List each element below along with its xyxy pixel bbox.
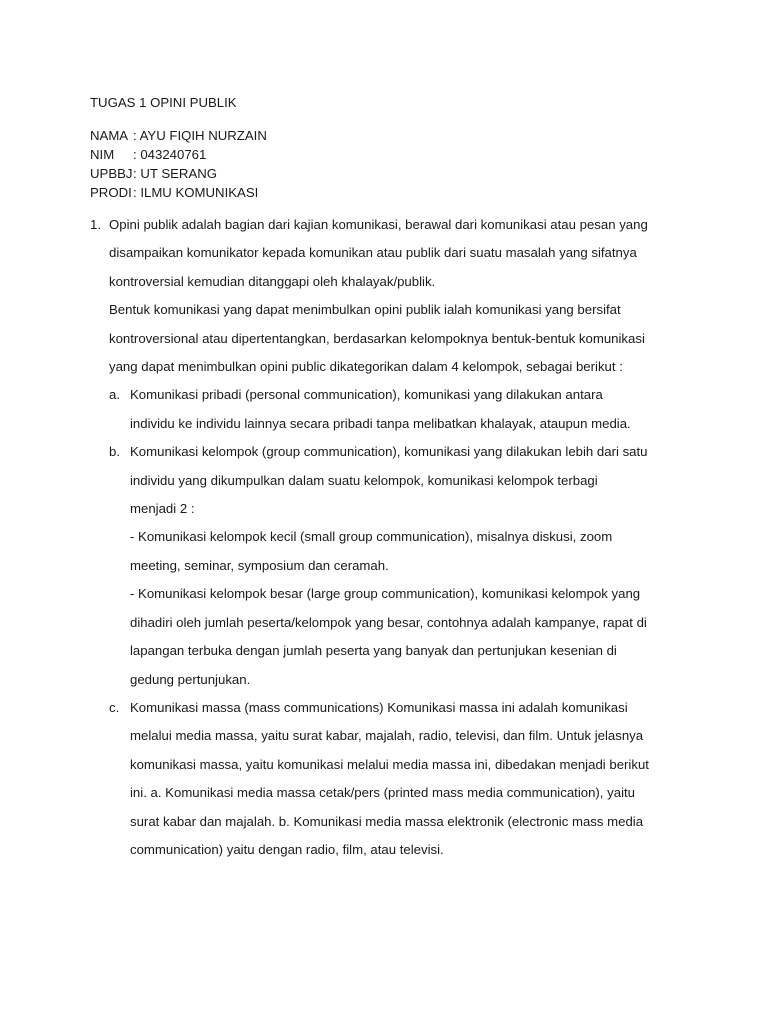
text-line: yang dapat menimbulkan opini public dikategorikan dalam 4 kelompok, sebagai berikut : (109, 359, 623, 375)
text-line: individu ke individu lainnya secara pribadi tanpa melibatkan khalayak, ataupun media. (130, 415, 631, 431)
sub-item-letter: c. (109, 699, 120, 715)
info-row-prodi (90, 183, 267, 202)
sub-item-content (130, 381, 690, 438)
text-line: Opini publik adalah bagian dari kajian komunikasi, berawal dari komunikasi atau pesan yang (109, 217, 648, 232)
sub-item-c (109, 694, 690, 864)
text-line: menjadi 2 : (130, 501, 195, 517)
document-body (90, 211, 690, 864)
info-row-nim (90, 145, 267, 164)
sub-item-b (109, 438, 690, 694)
text-line: komunikasi massa, yaitu komunikasi melalui media massa ini, dibedakan menjadi berikut (130, 756, 649, 772)
info-row-upbbj (90, 164, 267, 183)
paragraph-definition (109, 211, 690, 296)
text-line: lapangan terbuka dengan jumlah peserta yang banyak dan pertunjukan kesenian di (130, 643, 617, 659)
info-value: : UT SERANG (133, 166, 218, 181)
info-value: : 043240761 (133, 147, 207, 162)
text-line: individu yang dikumpulkan dalam suatu kelompok, komunikasi kelompok terbagi (130, 472, 598, 488)
info-value: : ILMU KOMUNIKASI (133, 185, 259, 200)
text-line: communication) yaitu dengan radio, film, atau televisi. (130, 841, 444, 857)
paragraph-forms (109, 296, 690, 381)
sub-item-a (109, 381, 690, 438)
info-row-nama (90, 126, 267, 145)
info-key: PRODI (90, 185, 132, 200)
text-line: Bentuk komunikasi yang dapat menimbulkan opini publik ialah komunikasi yang bersifat (109, 302, 621, 318)
document-title: TUGAS 1 OPINI PUBLIK (90, 95, 237, 110)
item-content (109, 211, 690, 864)
text-line: Komunikasi pribadi (personal communication), komunikasi yang dilakukan antara (130, 387, 603, 403)
sub-item-letter: a. (109, 387, 120, 403)
student-info (90, 126, 267, 202)
numbered-item-1 (90, 211, 690, 864)
sub-item-content (130, 438, 690, 694)
info-key: NIM (90, 147, 115, 162)
item-number: 1. (90, 217, 101, 232)
text-line: Komunikasi kelompok (group communication), komunikasi yang dilakukan lebih dari satu (130, 444, 648, 460)
info-key: UPBBJ (90, 166, 133, 181)
text-line: surat kabar dan majalah. b. Komunikasi media massa elektronik (electronic mass media (130, 813, 644, 829)
text-line: kontroversial kemudian ditanggapi oleh khalayak/publik. (109, 273, 436, 289)
text-line: ini. a. Komunikasi media massa cetak/pers (printed mass media communication), yaitu (130, 785, 635, 801)
sub-item-content (130, 694, 690, 864)
text-line: melalui media massa, yaitu surat kabar, majalah, radio, televisi, dan film. Untuk jelasnya (130, 728, 644, 744)
text-line: disampaikan komunikator kepada komunikan atau publik dari suatu masalah yang sifatnya (109, 245, 637, 261)
info-key: NAMA (90, 128, 129, 143)
text-line: - Komunikasi kelompok kecil (small group communication), misalnya diskusi, zoom (130, 529, 613, 545)
sub-item-letter: b. (109, 444, 120, 460)
text-line: meeting, seminar, symposium dan ceramah. (130, 557, 389, 573)
text-line: kontroversional atau dipertentangkan, berdasarkan kelompoknya bentuk-bentuk komunikasi (109, 330, 645, 346)
info-value: : AYU FIQIH NURZAIN (133, 128, 267, 143)
text-line: gedung pertunjukan. (130, 671, 251, 687)
text-line: - Komunikasi kelompok besar (large group communication), komunikasi kelompok yang (130, 586, 641, 602)
text-line: Komunikasi massa (mass communications) Komunikasi massa ini adalah komunikasi (130, 699, 628, 715)
text-line: dihadiri oleh jumlah peserta/kelompok yang besar, contohnya adalah kampanye, rapat di (130, 614, 647, 630)
